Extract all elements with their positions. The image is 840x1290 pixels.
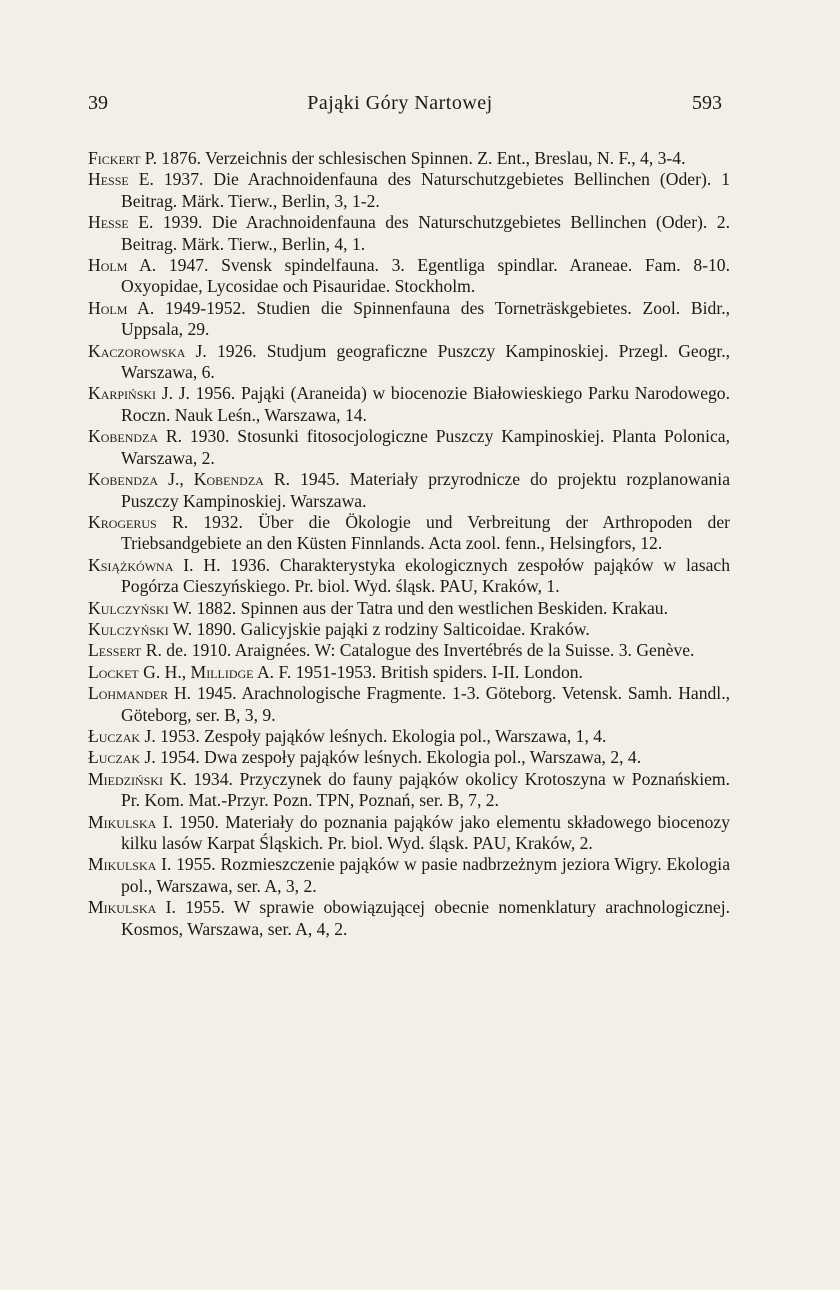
reference-text: J. J. 1956. Pająki (Araneida) w biocenozie Białowieskiego Parku Narodowego. Roczn. Nauk Leśn., Warszawa, 14.: [121, 383, 730, 425]
reference-author: Mikulska: [88, 897, 157, 918]
reference-text: I. 1950. Materiały do poznania pająków jako elementu składowego biocenozy kilku lasów Karpat Śląskich. Pr. biol. Wyd. śląsk. PAU, Kraków, 2.: [121, 811, 730, 853]
reference-entry: [88, 598, 730, 619]
reference-text: A. 1949-1952. Studien die Spinnenfauna des Torneträskgebietes. Zool. Bidr., Uppsala, 29.: [121, 297, 730, 340]
reference-author: Kobendza J., Kobendza: [88, 469, 264, 490]
reference-text: R. 1945. Materiały przyrodnicze do projektu rozplanowania Puszczy Kampinoskiej. Warszawa.: [121, 469, 730, 511]
reference-entry: [88, 726, 730, 747]
reference-text: R. 1930. Stosunki fitosocjologiczne Puszczy Kampinoskiej. Planta Polonica, Warszawa, 2.: [121, 426, 730, 468]
reference-author: Kaczorowska: [88, 340, 186, 361]
reference-entry: [88, 169, 730, 212]
reference-text: I. 1955. W sprawie obowiązującej obecnie nomenklatury arachnologicznej. Kosmos, Warszawa, ser. A, 4, 2.: [121, 897, 730, 939]
reference-entry: [88, 683, 730, 726]
reference-entry: [88, 812, 730, 855]
reference-author: Holm: [88, 255, 128, 276]
reference-entry: [88, 212, 730, 255]
reference-text: R. de. 1910. Araignées. W: Catalogue des Invertébrés de la Suisse. 3. Genève.: [141, 640, 695, 661]
reference-author: Kulczyński: [88, 618, 169, 639]
reference-entry: [88, 555, 730, 598]
reference-text: J. 1926. Studjum geograficzne Puszczy Kampinoskiej. Przegl. Geogr., Warszawa, 6.: [121, 340, 730, 383]
running-title: Pająki Góry Nartowej: [307, 92, 493, 114]
reference-entry: [88, 255, 730, 298]
reference-entry: [88, 469, 730, 512]
reference-list: [88, 148, 730, 940]
reference-author: Mikulska: [88, 854, 157, 875]
reference-text: P. 1876. Verzeichnis der schlesischen Spinnen. Z. Ent., Breslau, N. F., 4, 3-4.: [140, 148, 686, 168]
reference-entry: [88, 383, 730, 426]
reference-author: Fickert: [88, 148, 141, 168]
page-number: 593: [691, 92, 722, 114]
reference-author: Mikulska: [88, 811, 157, 832]
running-header: [88, 92, 722, 115]
reference-author: Miedziński: [88, 768, 163, 789]
reference-text: K. 1934. Przyczynek do fauny pająków okolicy Krotoszyna w Poznańskiem. Pr. Kom. Mat.-Przyr. Pozn. TPN, Poznań, ser. B, 7, 2.: [121, 768, 730, 811]
reference-text: R. 1932. Über die Ökologie und Verbreitung der Arthropoden der Triebsandgebiete an den Küsten Finnlands. Acta zool. fenn., Helsingfors, 12.: [121, 511, 730, 554]
reference-author: Kobendza: [88, 426, 159, 447]
reference-entry: [88, 747, 730, 768]
reference-author: Łuczak: [88, 725, 141, 746]
reference-text: E. 1937. Die Arachnoidenfauna des Naturschutzgebietes Bellinchen (Oder). 1 Beitrag. Märk. Tierw., Berlin, 3, 1-2.: [121, 169, 730, 211]
reference-author: Holm: [88, 297, 128, 318]
volume-number: 39: [88, 92, 108, 114]
reference-author: Kulczyński: [88, 597, 169, 618]
reference-text: E. 1939. Die Arachnoidenfauna des Naturschutzgebietes Bellinchen (Oder). 2. Beitrag. Märk. Tierw., Berlin, 4, 1.: [121, 212, 730, 254]
reference-author: Karpiński: [88, 383, 157, 404]
reference-entry: [88, 426, 730, 469]
reference-entry: [88, 854, 730, 897]
reference-entry: [88, 341, 730, 384]
reference-author: Hesse: [88, 212, 129, 233]
reference-text: W. 1882. Spinnen aus der Tatra und den westlichen Beskiden. Krakau.: [168, 597, 668, 618]
reference-text: I. 1955. Rozmieszczenie pająków w pasie nadbrzeżnym jeziora Wigry. Ekologia pol., Warszawa, ser. A, 3, 2.: [121, 854, 730, 896]
reference-entry: [88, 640, 730, 661]
reference-text: H. 1945. Arachnologische Fragmente. 1-3. Göteborg. Vetensk. Samh. Handl., Göteborg, ser. B, 3, 9.: [121, 683, 730, 725]
reference-author: Łuczak: [88, 747, 141, 768]
reference-author: Książkówna: [88, 554, 174, 575]
reference-author: Krogerus: [88, 511, 157, 532]
reference-entry: [88, 769, 730, 812]
reference-entry: [88, 298, 730, 341]
reference-text: I. H. 1936. Charakterystyka ekologicznych zespołów pająków w lasach Pogórza Cieszyńskiego. Pr. biol. Wyd. śląsk. PAU, Kraków, 1.: [121, 554, 730, 597]
reference-text: J. 1954. Dwa zespoły pająków leśnych. Ekologia pol., Warszawa, 2, 4.: [140, 747, 642, 768]
reference-author: Hesse: [88, 169, 129, 190]
reference-author: Locket G. H., Millidge: [88, 661, 254, 682]
reference-entry: [88, 662, 730, 683]
reference-author: Lohmander: [88, 683, 169, 704]
reference-text: A. F. 1951-1953. British spiders. I-II. London.: [253, 661, 583, 682]
reference-text: W. 1890. Galicyjskie pająki z rodziny Salticoidae. Kraków.: [168, 618, 590, 639]
reference-text: J. 1953. Zespoły pająków leśnych. Ekologia pol., Warszawa, 1, 4.: [140, 725, 607, 746]
reference-entry: [88, 897, 730, 940]
reference-text: A. 1947. Svensk spindelfauna. 3. Egentliga spindlar. Araneae. Fam. 8-10. Oxyopidae, Lycosidae och Pisauridae. Stockholm.: [121, 255, 730, 297]
reference-entry: [88, 619, 730, 640]
reference-entry: [88, 512, 730, 555]
reference-author: Lessert: [88, 640, 142, 661]
reference-entry: [88, 148, 730, 169]
